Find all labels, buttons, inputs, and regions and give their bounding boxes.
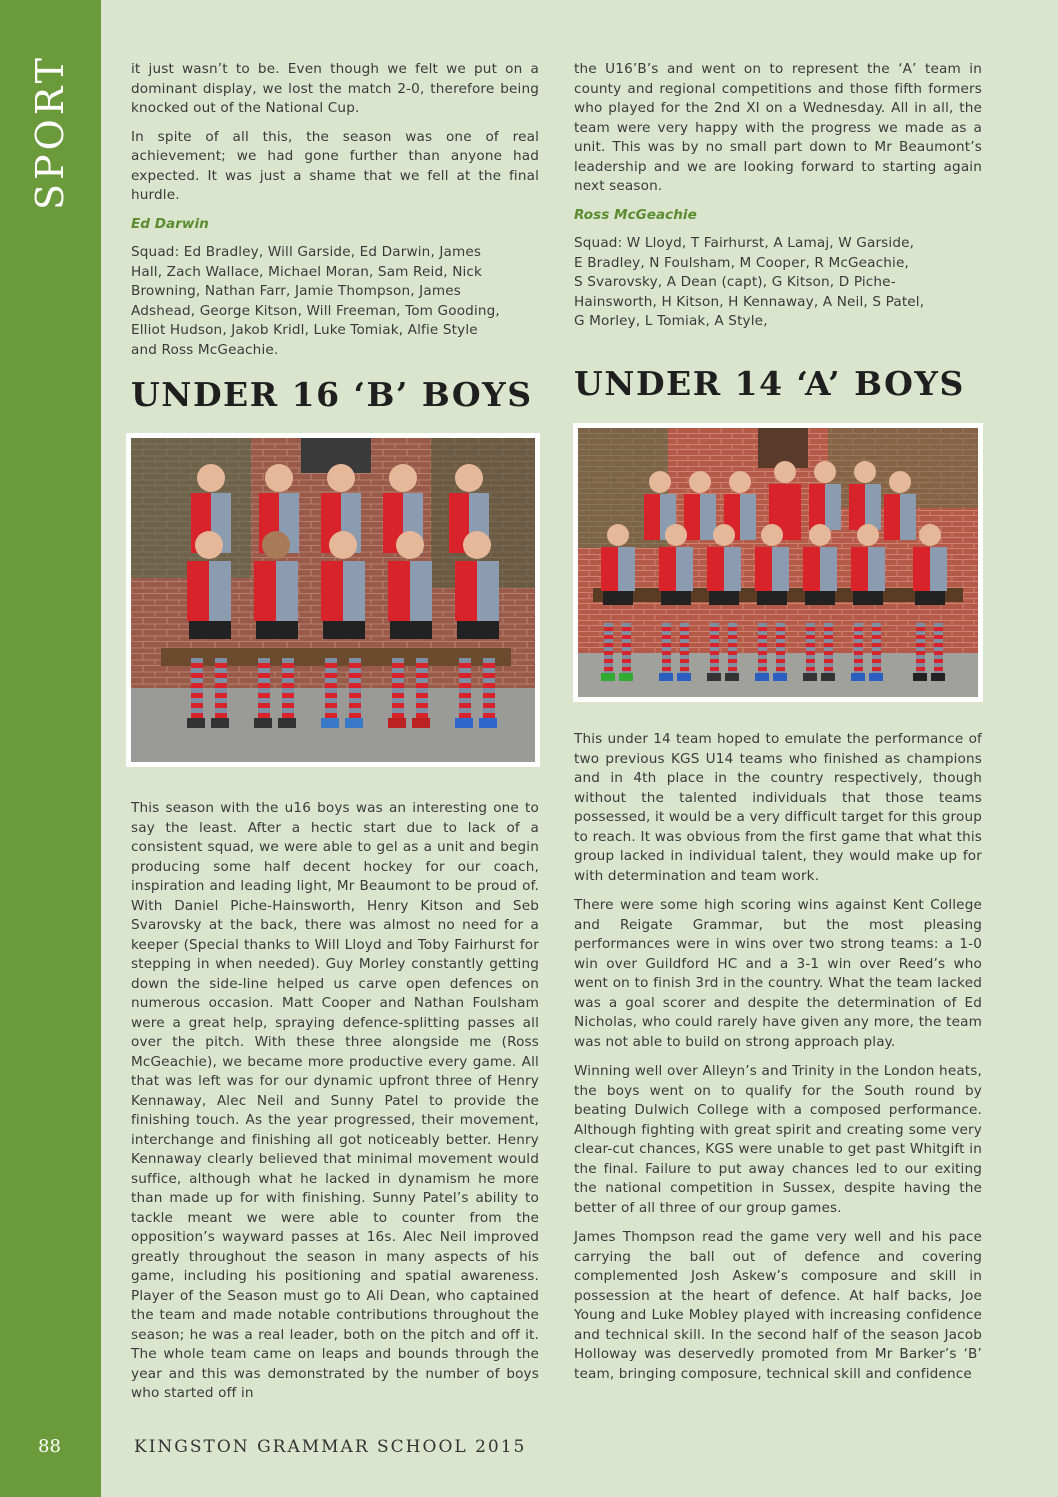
page-number: 88 — [38, 1436, 61, 1457]
intro-paragraph: In spite of all this, the season was one of real achievement; we had gone further than anyone had expected. It was just a shame that we fell at the final hurdle. — [131, 128, 539, 203]
author-byline: Ross McGeachie — [574, 206, 697, 223]
left-intro — [131, 60, 539, 360]
article-paragraph: This season with the u16 boys was an interesting one to say the least. After a hectic start due to lack of a consistent squad, we were able to gel as a unit and begin producing some half decent hockey for our coach, inspiration and leading light, Mr Beaumont to be proud of. With Daniel Piche-Hainsworth, Henry Kitson and Seb Svarovsky at the back, there was almost no need for a keeper (Special thanks to Will Lloyd and Toby Fairhurst for stepping in when needed). Guy Morley constantly getting down the side-line helped us carve open defences on numerous occasion. Matt Cooper and Nathan Foulsham were a great help, spraying defence-splitting passes all over the pitch. With these three alongside me (Ross McGeachie), we became more productive every game. All that was left was for our dynamic upfront three of Henry Kennaway, Alec Neil and Sunny Patel to provide the finishing touch. As the year progressed, their movement, interchange and finishing all got noticeably better. Henry Kennaway clearly believed that minimal movement would suffice, although what he lacked in dynamism he more than made up for with finishing. Sunny Patel’s ability to tackle meant we were able to counter from the opposition’s wayward passes at 16s. Alec Neil improved greatly throughout the season in many aspects of his game, including his positioning and spatial awareness. Player of the Season must go to Ali Dean, who captained the team and made notable contributions throughout the season; he was a real leader, both on the pitch and off it. The whole team came on leaps and bounds through the year and this was demonstrated by the number of boys who started off in — [131, 800, 539, 1401]
publication-footer: KINGSTON GRAMMAR SCHOOL 2015 — [134, 1437, 527, 1457]
right-article — [574, 730, 982, 1384]
article-paragraph: Winning well over Alleyn’s and Trinity in the London heats, the boys went on to qualify for the South round by beating Dulwich College with a composed performance. Although fighting with great spirit and creating some very clear-cut chances, KGS were unable to get past Whitgift in the final. Failure to put away chances led to our exiting the national competition in Sussex, despite having the better of all three of our group games. — [574, 1063, 982, 1216]
article-paragraph: This under 14 team hoped to emulate the performance of two previous KGS U14 teams who finished as champions and in 4th place in the country respectively, though without the talented individuals that those teams possessed, it would be a very difficult target for this group to reach. It was obvious from the first game that what this group lacked in individual talent, they would make up for with determination and team work. — [574, 731, 982, 884]
section-heading: UNDER 14 ‘A’ BOYS — [574, 364, 965, 403]
article-paragraph: James Thompson read the game very well and his pace carrying the ball out of defence and covering complemented Josh Askew’s composure and skill in possession at the heart of defence. At half backs, Joe Young and Luke Mobley played with increasing confidence and technical skill. In the second half of the season Jacob Holloway was deservedly promoted from Mr Barker’s ‘B’ team, bringing composure, technical skill and confidence — [574, 1229, 982, 1382]
team-photo — [573, 423, 983, 702]
intro-paragraph: it just wasn’t to be. Even though we felt we put on a dominant display, we lost the match 2-0, therefore being knocked out of the National Cup. — [131, 61, 539, 116]
right-intro — [574, 60, 982, 332]
squad-list: Squad: Ed Bradley, Will Garside, Ed Darwin, James Hall, Zach Wallace, Michael Moran, Sam Reid, Nick Browning, Nathan Farr, Jamie Thompson, James Adshead, George Kitson, Will Freeman, Tom Gooding, Elliot Hudson, Jakob Kridl, Luke Tomiak, Alfie Style and Ross McGeachie. — [131, 244, 500, 358]
intro-paragraph: the U16’B’s and went on to represent the ‘A’ team in county and regional competitions and those fifth formers who played for the 2nd XI on a Wednesday. All in all, the team were very happy with the progress we made as a unit. This was by no small part down to Mr Beaumont’s leadership and we are looking forward to starting again next season. — [574, 61, 982, 194]
article-paragraph: There were some high scoring wins against Kent College and Reigate Grammar, but the most pleasing performances were in wins over two strong teams: a 1-0 win over Guildford HC and a 3-1 win over Reed’s who went on to finish 3rd in the country. What the team lacked was a goal scorer and despite the determination of Ed Nicholas, who could rarely have given any more, the team was not able to build on strong approach play. — [574, 897, 982, 1050]
section-label: SPORT — [28, 53, 72, 211]
team-photo — [126, 433, 540, 767]
left-article — [131, 799, 539, 1404]
section-heading: UNDER 16 ‘B’ BOYS — [131, 375, 533, 414]
sidebar — [0, 0, 101, 1497]
author-byline: Ed Darwin — [131, 215, 209, 232]
squad-list: Squad: W Lloyd, T Fairhurst, A Lamaj, W Garside, E Bradley, N Foulsham, M Cooper, R McGeachie, S Svarovsky, A Dean (capt), G Kitson, D Piche- Hainsworth, H Kitson, H Kennaway, A Neil, S Patel, G Morley, L Tomiak, A Style, — [574, 235, 925, 329]
